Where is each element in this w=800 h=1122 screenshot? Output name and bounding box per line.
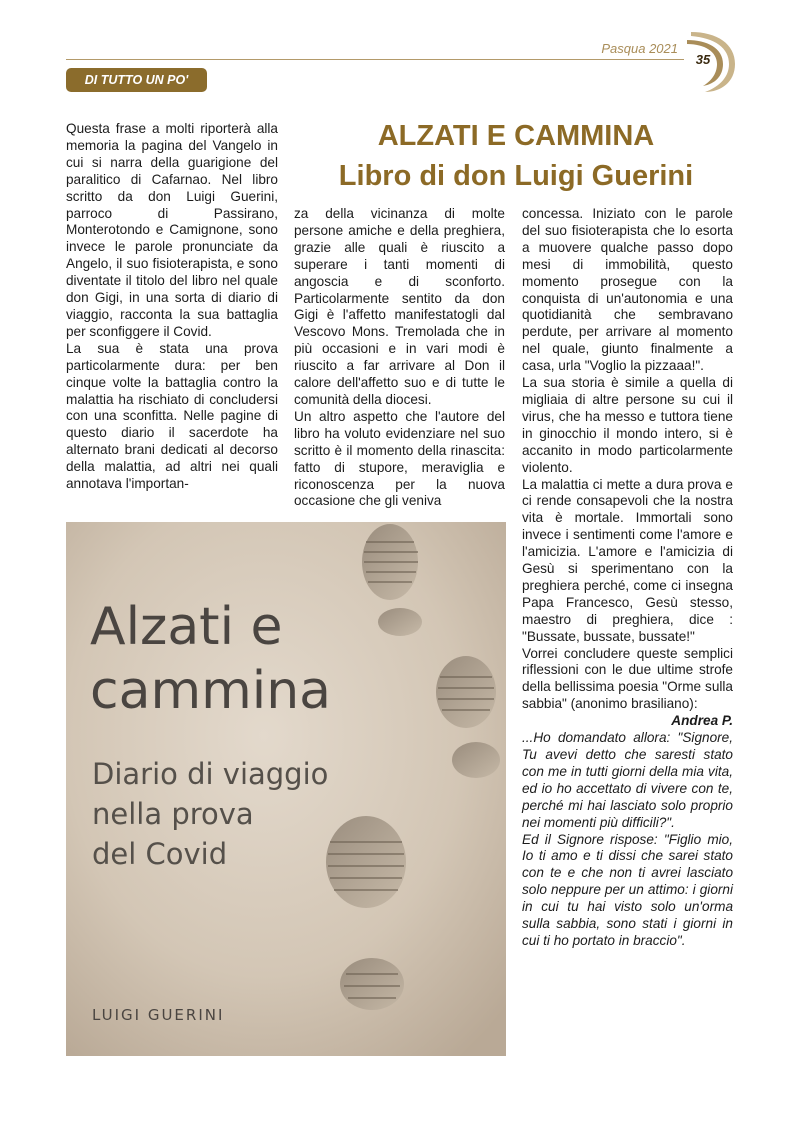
article-title — [296, 116, 736, 196]
cover-subtitle-line-2: nella prova — [92, 797, 254, 831]
cover-author: LUIGI GUERINI — [92, 1006, 225, 1024]
column-3 — [522, 206, 733, 950]
footprint-icon — [340, 958, 404, 1010]
paragraph: Un altro aspetto che l'autore del libro ha voluto evidenziare nel suo scritto è il momento della rinascita: fatto di stupore, meraviglia e riconoscenza per la nuova occasione che gli veniva — [294, 408, 505, 509]
paragraph: La sua storia è simile a quella di migliaia di altre persone su cui il virus, che ha messo e tuttora tiene in ginocchio il mondo intero, si è accanito in modo particolarmente violento. — [522, 375, 733, 475]
footprint-icon — [326, 816, 406, 908]
paragraph: za della vicinanza di molte persone amiche e della preghiera, grazie alle quali è riuscito a superare i tanti momenti di angoscia e di sconforto. Particolarmente sentito da don Gigi è l'affetto manifestatogli dal Vescovo Mons. Tremolada che in più occasioni e in vari modi è riuscito a far arrivare al Don il calore dell'affetto suo e di tutte le comunità della diocesi. — [294, 206, 505, 407]
paragraph: La malattia ci mette a dura prova e ci rende consapevoli che la nostra vita è mortale. Immortali sono invece i sentimenti come l'amore e l'amicizia. L'amore e l'amicizia di Gesù si sperimentano con la preghiera perché, come ci insegna Papa Francesco, Gesù stesso, maestro di preghiera, dice : "Bussate, bussate, bussate!" — [522, 476, 733, 644]
signature: Andrea P. — [671, 713, 733, 729]
cover-subtitle-line-3: del Covid — [92, 837, 228, 871]
paragraph: Vorrei concludere queste semplici riflessioni con le due ultime strofe della bellissima poesia "Orme sulla sabbia" (anonimo brasiliano): — [522, 645, 733, 712]
poem-stanza: Ed il Signore rispose: "Figlio mio, Io ti amo e ti dissi che sarei stato con te e che non ti avrei lasciato solo neppure per un attimo: i giorni in cui tu hai visto solo un'orma sulla sabbia, sono stati i giorni in cui ti ho portato in braccio". — [522, 831, 733, 948]
issue-label: Pasqua 2021 — [601, 41, 678, 56]
poem-stanza: ...Ho domandato allora: "Signore, Tu avevi detto che saresti stato con me in tutti giorni della mia vita, ed io ho accettato di vivere con te, perché mi hai lasciato solo proprio nei momenti più difficili?". — [522, 730, 733, 830]
title-line-2: Libro di don Luigi Guerini — [338, 160, 694, 192]
cover-title-line-1: Alzati e — [90, 597, 283, 657]
title-line-1: ALZATI E CAMMINA — [377, 120, 655, 152]
section-tag: DI TUTTO UN PO' — [66, 68, 207, 92]
paragraph: Questa frase a molti riporterà alla memoria la pagina del Vangelo in cui si narra della guarigione del paralitico di Cafarnao. Nel libro scritto da don Luigi Guerini, parroco di Passirano, Monterotondo e Camignone, sono invece le parole pronunciate da Angelo, il suo fisioterapista, e sono diventate il titolo del libro nel quale don Gigi, in una sorta di diario di viaggio, racconta la sua battaglia per sconfiggere il Covid. — [66, 121, 278, 339]
cover-title-line-2: cammina — [90, 661, 332, 721]
column-2 — [294, 206, 505, 510]
book-cover-image — [66, 522, 506, 1056]
paragraph: La sua è stata una prova particolarmente dura: per ben cinque volte la battaglia contro la malattia ha rischiato di concludersi con una sconfitta. Nelle pagine di questo diario il sacerdote ha alternato brani dedicati al decorso della malattia, ad altri nei quali annotava l'importan- — [66, 340, 278, 492]
cover-subtitle-line-1: Diario di viaggio — [92, 757, 329, 791]
paragraph: concessa. Iniziato con le parole del suo fisioterapista che lo esorta a muovere qualche passo dopo mesi di immobilità, questo momento prosegue con la conquista di un'autonomia e una quotidianità che sembravano perdute, per arrivare al momento nel quale, giunto finalmente a casa, urla "Voglio la pizzaaa!". — [522, 206, 733, 374]
header-rule — [66, 59, 684, 60]
page-number: 35 — [695, 52, 711, 67]
column-1 — [66, 121, 278, 493]
